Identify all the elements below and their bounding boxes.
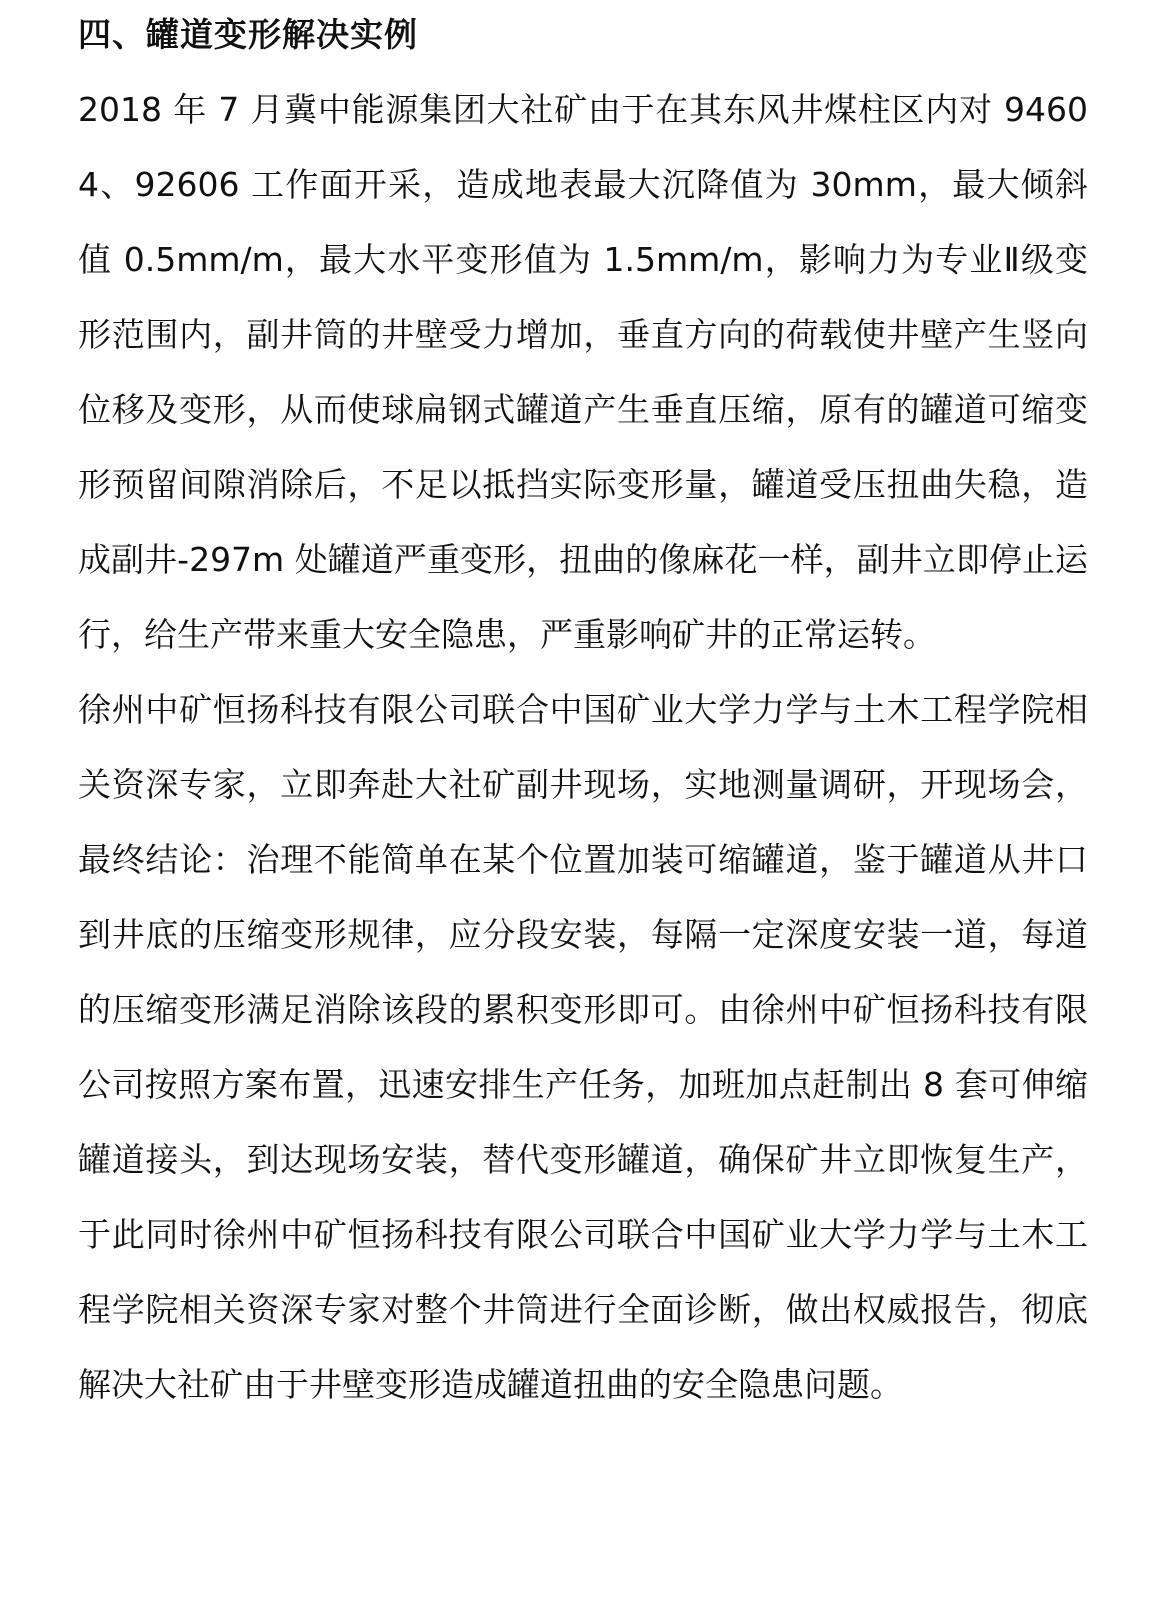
paragraph-solution: 徐州中矿恒扬科技有限公司联合中国矿业大学力学与土木工程学院相关资深专家，立即奔赴大社矿副井现场，实地测量调研，开现场会，最终结论：治理不能简单在某个位置加装可缩罐道，鉴于罐道从井口到井底的压缩变形规律，应分段安装，每隔一定深度安装一道，每道的压缩变形满足消除该段的累积变形即可。由徐州中矿恒扬科技有限公司按照方案布置，迅速安排生产任务，加班加点赶制出 8 套可伸缩罐道接头，到达现场安装，替代变形罐道，确保矿井立即恢复生产，于此同时徐州中矿恒扬科技有限公司联合中国矿业大学力学与土木工程学院相关资深专家对整个井筒进行全面诊断，做出权威报告，彻底解决大社矿由于井壁变形造成罐道扭曲的安全隐患问题。: [78, 690, 1088, 1404]
section-heading: 四、罐道变形解决实例: [78, 15, 418, 54]
document-page: [78, 10, 1088, 1422]
paragraph-incident: 2018 年 7 月冀中能源集团大社矿由于在其东风井煤柱区内对 94604、92606 工作面开采，造成地表最大沉降值为 30mm，最大倾斜值 0.5mm/m，最大水平变形值为 1.5mm/m，影响力为专业Ⅱ级变形范围内，副井筒的井壁受力增加，垂直方向的荷载使井壁产生竖向位移及变形，从而使球扁钢式罐道产生垂直压缩，原有的罐道可缩变形预留间隙消除后，不足以抵挡实际变形量，罐道受压扭曲失稳，造成副井-297m 处罐道严重变形，扭曲的像麻花一样，副井立即停止运行，给生产带来重大安全隐患，严重影响矿井的正常运转。: [78, 90, 1088, 654]
